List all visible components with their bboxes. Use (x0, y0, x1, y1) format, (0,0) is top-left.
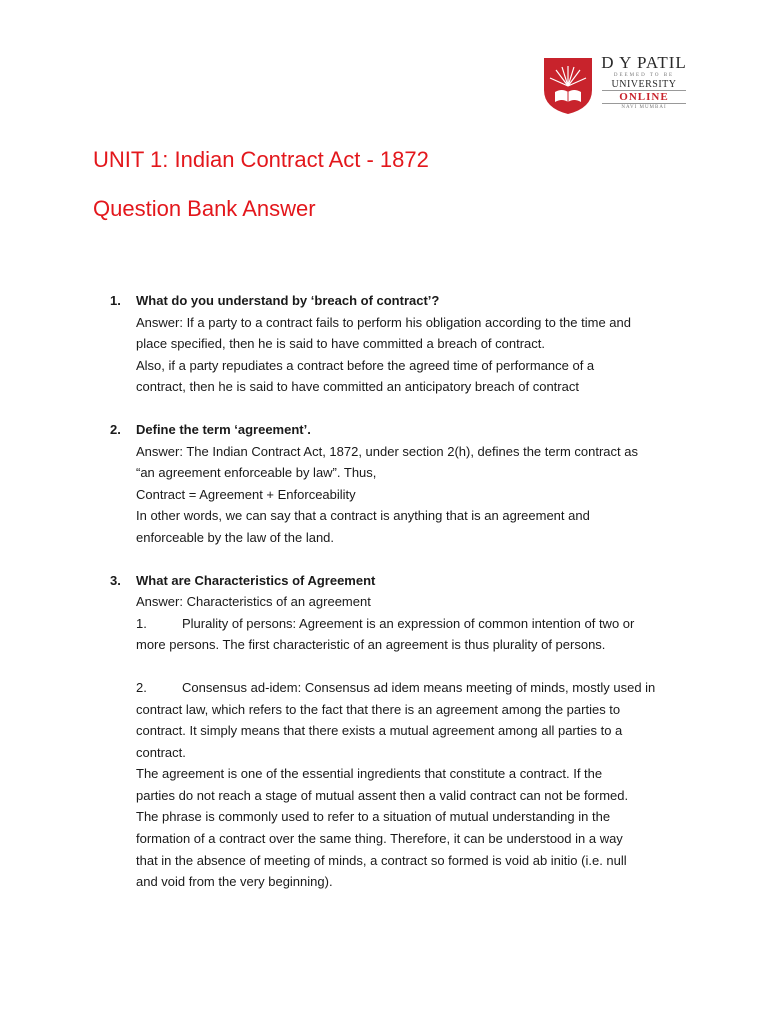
spacer (110, 549, 690, 570)
answer-line: and void from the very beginning). (136, 874, 333, 890)
question-item-1 (110, 290, 690, 398)
question-number: 1. (110, 293, 121, 308)
answer-line: contract law, which refers to the fact that there is an agreement among the parties to (136, 701, 621, 717)
question-text: Define the term ‘agreement’. (136, 421, 311, 437)
answer-line: In other words, we can say that a contract is anything that is an agreement and (136, 508, 590, 524)
logo-line-4: NAVI MUMBAI (621, 105, 667, 110)
shield-emblem-icon (542, 56, 594, 116)
answer-line: “an agreement enforceable by law”. Thus, (136, 465, 377, 481)
logo-tagline: DEEMED TO BE (613, 73, 675, 78)
spacer (136, 656, 690, 677)
answer-line: place specified, then he is said to have committed a breach of contract. (136, 336, 546, 352)
answer-line: Consensus ad-idem: Consensus ad idem means meeting of minds, mostly used in (182, 679, 656, 695)
question-list (110, 290, 690, 893)
logo-line-1: D Y PATIL (601, 53, 687, 72)
answer-line: Answer: The Indian Contract Act, 1872, under section 2(h), defines the term contract as (136, 443, 638, 459)
university-logo (540, 50, 690, 122)
point-number: 2. (136, 679, 147, 695)
logo-wordmark (598, 54, 690, 112)
page-title: UNIT 1: Indian Contract Act - 1872 (93, 147, 429, 172)
answer-line: more persons. The first characteristic of an agreement is thus plurality of persons. (136, 637, 606, 653)
question-text: What are Characteristics of Agreement (136, 572, 376, 588)
page-subtitle: Question Bank Answer (93, 196, 316, 221)
answer-line: contract, then he is said to have committed an anticipatory breach of contract (136, 379, 579, 395)
answer-line: Contract = Agreement + Enforceability (136, 486, 356, 502)
answer-line: Plurality of persons: Agreement is an expression of common intention of two or (182, 615, 635, 631)
answer-point-1 (136, 613, 690, 635)
answer-line: enforceable by the law of the land. (136, 529, 335, 545)
answer-line: contract. (136, 744, 186, 760)
answer-point-2 (136, 677, 690, 699)
logo-line-2: UNIVERSITY (611, 79, 677, 90)
question-item-2 (110, 419, 690, 549)
question-text: What do you understand by ‘breach of contract’? (136, 293, 440, 308)
question-item-3 (110, 570, 690, 893)
question-number: 3. (110, 572, 121, 588)
answer-line: The phrase is commonly used to refer to a situation of mutual understanding in the (136, 809, 611, 825)
answer-line: contract. It simply means that there exists a mutual agreement among all parties to a (136, 723, 623, 739)
point-number: 1. (136, 615, 147, 631)
answer-line: formation of a contract over the same thing. Therefore, it can be understood in a way (136, 831, 623, 847)
answer-line: Also, if a party repudiates a contract before the agreed time of performance of a (136, 357, 595, 373)
answer-line: parties do not reach a stage of mutual assent then a valid contract can not be formed. (136, 787, 629, 803)
spacer (110, 398, 690, 419)
logo-line-3: ONLINE (602, 90, 686, 104)
answer-line: The agreement is one of the essential ingredients that constitute a contract. If the (136, 766, 603, 782)
answer-line: that in the absence of meeting of minds, a contract so formed is void ab initio (i.e. null (136, 852, 627, 868)
question-number: 2. (110, 421, 121, 437)
answer-intro: Answer: Characteristics of an agreement (136, 594, 371, 610)
answer-line: Answer: If a party to a contract fails to perform his obligation according to the time and (136, 314, 631, 330)
